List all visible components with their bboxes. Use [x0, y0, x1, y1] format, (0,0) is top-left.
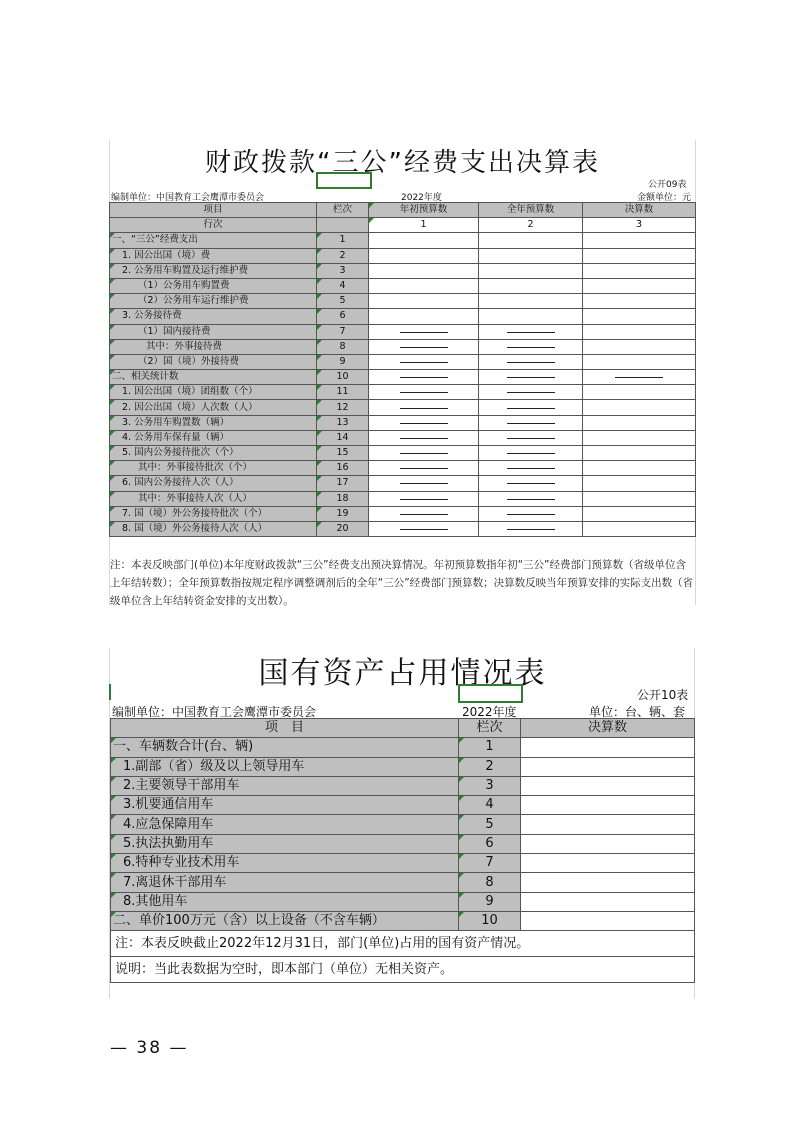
value-cell[interactable] — [583, 339, 696, 354]
table-row — [111, 834, 695, 853]
row-col-num: 7 — [459, 854, 521, 873]
not-applicable-cell[interactable] — [369, 461, 479, 476]
table-row — [111, 815, 695, 834]
not-applicable-cell[interactable] — [479, 461, 583, 476]
row-col-num: 5 — [459, 815, 521, 834]
value-cell[interactable] — [583, 506, 696, 521]
table1-title: 财政拨款“三公”经费支出决算表 — [205, 148, 600, 178]
row-col-num: 19 — [317, 506, 369, 521]
not-applicable-cell[interactable] — [369, 354, 479, 369]
col-num-1: 1 — [369, 218, 479, 233]
row-label: 1.副部（省）级及以上领导用车 — [111, 757, 459, 776]
table2-amount-unit: 单位：台、辆、套 — [589, 705, 686, 719]
table-row — [110, 385, 696, 400]
value-cell[interactable] — [369, 309, 479, 324]
row-label: 一、“三公”经费支出 — [110, 233, 317, 248]
table-row — [110, 370, 696, 385]
row-label: 2.主要领导干部用车 — [111, 776, 459, 795]
table-row — [111, 892, 695, 911]
value-cell[interactable] — [583, 354, 696, 369]
cell-selection[interactable] — [316, 172, 372, 189]
value-cell[interactable] — [583, 263, 696, 278]
row-label: （1）国内接待费 — [110, 324, 317, 339]
table-row — [110, 476, 696, 491]
table1-rownum-row — [110, 218, 696, 233]
value-cell[interactable] — [479, 294, 583, 309]
value-cell[interactable] — [521, 757, 695, 776]
value-cell[interactable] — [583, 248, 696, 263]
not-applicable-cell[interactable] — [479, 476, 583, 491]
row-col-num: 14 — [317, 430, 369, 445]
not-applicable-cell[interactable] — [583, 370, 696, 385]
table-row — [110, 491, 696, 506]
value-cell[interactable] — [583, 400, 696, 415]
row-label: 二、相关统计数 — [110, 370, 317, 385]
row-col-num: 8 — [459, 873, 521, 892]
table-row — [111, 873, 695, 892]
value-cell[interactable] — [583, 446, 696, 461]
table1-amount-unit: 金额单位：元 — [637, 193, 692, 203]
table1-header-row — [110, 203, 696, 218]
row-col-num: 13 — [317, 415, 369, 430]
row-col-num: 6 — [317, 309, 369, 324]
header-initial-budget: 年初预算数 — [369, 203, 479, 218]
table2-header-row — [111, 719, 695, 738]
table2-explain-row — [111, 957, 695, 983]
not-applicable-cell[interactable] — [479, 430, 583, 445]
value-cell[interactable] — [369, 294, 479, 309]
value-cell[interactable] — [583, 476, 696, 491]
not-applicable-cell[interactable] — [369, 400, 479, 415]
row-col-num: 4 — [459, 796, 521, 815]
not-applicable-cell[interactable] — [369, 385, 479, 400]
not-applicable-cell[interactable] — [369, 370, 479, 385]
value-cell[interactable] — [521, 911, 695, 930]
not-applicable-cell[interactable] — [369, 521, 479, 536]
row-label: 5.执法执勤用车 — [111, 834, 459, 853]
value-cell[interactable] — [583, 294, 696, 309]
value-cell[interactable] — [583, 491, 696, 506]
value-cell[interactable] — [583, 233, 696, 248]
table-row — [110, 506, 696, 521]
table2-title: 国有资产占用情况表 — [258, 656, 547, 691]
row-col-num: 3 — [317, 263, 369, 278]
row-col-num: 12 — [317, 400, 369, 415]
page-number: — 38 — — [110, 1038, 189, 1058]
row-label: 二、单价100万元（含）以上设备（不含车辆） — [111, 911, 459, 930]
value-cell[interactable] — [583, 461, 696, 476]
value-cell[interactable] — [521, 834, 695, 853]
value-cell[interactable] — [521, 892, 695, 911]
row-col-num: 4 — [317, 278, 369, 293]
value-cell[interactable] — [369, 233, 479, 248]
value-cell[interactable] — [479, 248, 583, 263]
table-row — [110, 400, 696, 415]
row-col-num: 10 — [459, 911, 521, 930]
row-label: 4.应急保障用车 — [111, 815, 459, 834]
row-label: 7.离退休干部用车 — [111, 873, 459, 892]
table-row — [111, 796, 695, 815]
row-label: （1）公务用车购置费 — [110, 278, 317, 293]
value-cell[interactable] — [521, 854, 695, 873]
value-cell[interactable] — [521, 776, 695, 795]
table-row — [111, 738, 695, 757]
table-row — [110, 430, 696, 445]
not-applicable-cell[interactable] — [369, 415, 479, 430]
not-applicable-cell[interactable] — [479, 385, 583, 400]
table-row — [110, 294, 696, 309]
table-row — [110, 324, 696, 339]
not-applicable-cell[interactable] — [479, 400, 583, 415]
table2-explanation: 说明：当此表数据为空时，即本部门（单位）无相关资产。 — [111, 957, 695, 983]
table-row — [110, 278, 696, 293]
row-label: （2）国（境）外接待费 — [110, 354, 317, 369]
row-col-num: 18 — [317, 491, 369, 506]
value-cell[interactable] — [583, 324, 696, 339]
header-item: 项 目 — [111, 719, 459, 738]
row-col-num: 3 — [459, 776, 521, 795]
row-label: 6. 国内公务接待人次（人） — [110, 476, 317, 491]
row-label: 1. 因公出国（境）团组数（个） — [110, 385, 317, 400]
header-final-accounts: 决算数 — [583, 203, 696, 218]
not-applicable-cell[interactable] — [479, 521, 583, 536]
table-row — [111, 776, 695, 795]
table-row — [110, 339, 696, 354]
row-col-num: 8 — [317, 339, 369, 354]
row-label: 2. 因公出国（境）人次数（人） — [110, 400, 317, 415]
table-row — [110, 415, 696, 430]
table1-year: 2022年度 — [401, 193, 442, 203]
table-row — [110, 233, 696, 248]
row-col-num: 11 — [317, 385, 369, 400]
row-label: 8. 国（境）外公务接待人次（人） — [110, 521, 317, 536]
not-applicable-cell[interactable] — [479, 506, 583, 521]
table1-note: 注：本表反映部门(单位)本年度财政拨款“三公”经费支出预决算情况。年初预算数指年初“三公”经费部门预算数（省级单位含上年结转数）；全年预算数指按规定程序调整调剂后的全年“三公”经费部门预算数；决算数反映当年预算安排的实际支出数（省级单位含上年结转资金安排的支出数）。 — [110, 559, 694, 607]
value-cell[interactable] — [521, 738, 695, 757]
value-cell[interactable] — [479, 278, 583, 293]
table-row — [110, 248, 696, 263]
header-col-num: 栏次 — [459, 719, 521, 738]
row-col-num: 16 — [317, 461, 369, 476]
col-num-2: 2 — [479, 218, 583, 233]
not-applicable-cell[interactable] — [479, 339, 583, 354]
row-col-num: 6 — [459, 834, 521, 853]
table-row — [110, 461, 696, 476]
row-label: 3.机要通信用车 — [111, 796, 459, 815]
row-col-num: 9 — [317, 354, 369, 369]
table1-code: 公开09表 — [648, 180, 687, 190]
table-row — [111, 757, 695, 776]
row-label: 1. 因公出国（境）费 — [110, 248, 317, 263]
value-cell[interactable] — [583, 521, 696, 536]
row-label: 其中：外事接待人次（人） — [110, 491, 317, 506]
row-label: 3. 公务用车购置数（辆） — [110, 415, 317, 430]
not-applicable-cell[interactable] — [479, 491, 583, 506]
row-col-num: 7 — [317, 324, 369, 339]
value-cell[interactable] — [583, 430, 696, 445]
row-col-num: 1 — [317, 233, 369, 248]
row-label: 7. 国（境）外公务接待批次（个） — [110, 506, 317, 521]
not-applicable-cell[interactable] — [369, 324, 479, 339]
row-label: 8.其他用车 — [111, 892, 459, 911]
not-applicable-cell[interactable] — [479, 415, 583, 430]
value-cell[interactable] — [369, 248, 479, 263]
sangong-expense-table — [109, 202, 696, 537]
value-cell[interactable] — [521, 796, 695, 815]
table2-code: 公开10表 — [637, 688, 689, 702]
row-label: 5. 国内公务接待批次（个） — [110, 446, 317, 461]
table2-note: 注：本表反映截止2022年12月31日，部门(单位)占用的国有资产情况。 — [111, 931, 695, 957]
row-col-num: 5 — [317, 294, 369, 309]
row-col-num: 17 — [317, 476, 369, 491]
row-label: 6.特种专业技术用车 — [111, 854, 459, 873]
value-cell[interactable] — [479, 309, 583, 324]
table2-year: 2022年度 — [462, 705, 517, 719]
row-col-num: 1 — [459, 738, 521, 757]
not-applicable-cell[interactable] — [369, 476, 479, 491]
table-row — [110, 354, 696, 369]
row-label: 其中：外事接待费 — [110, 339, 317, 354]
not-applicable-cell[interactable] — [479, 446, 583, 461]
table1-unit-label: 编制单位：中国教育工会鹰潭市委员会 — [111, 193, 265, 203]
row-label: （2）公务用车运行维护费 — [110, 294, 317, 309]
value-cell[interactable] — [369, 278, 479, 293]
table-row — [110, 446, 696, 461]
not-applicable-cell[interactable] — [369, 430, 479, 445]
row-col-num: 10 — [317, 370, 369, 385]
value-cell[interactable] — [583, 309, 696, 324]
header-full-year-budget: 全年预算数 — [479, 203, 583, 218]
table-row — [110, 263, 696, 278]
not-applicable-cell[interactable] — [369, 339, 479, 354]
table2-note-row — [111, 931, 695, 957]
value-cell[interactable] — [479, 263, 583, 278]
value-cell[interactable] — [583, 278, 696, 293]
row-col-num: 20 — [317, 521, 369, 536]
value-cell[interactable] — [369, 263, 479, 278]
row-col-num: 2 — [317, 248, 369, 263]
row-label: 其中：外事接待批次（个） — [110, 461, 317, 476]
row-col-num: 15 — [317, 446, 369, 461]
header-final-accounts: 决算数 — [521, 719, 695, 738]
table-row — [111, 854, 695, 873]
header-col-num: 栏次 — [317, 203, 369, 218]
row-label: 3. 公务接待费 — [110, 309, 317, 324]
row-label: 2. 公务用车购置及运行维护费 — [110, 263, 317, 278]
not-applicable-cell[interactable] — [479, 354, 583, 369]
not-applicable-cell[interactable] — [369, 491, 479, 506]
cell-selection[interactable] — [458, 684, 523, 703]
not-applicable-cell[interactable] — [369, 506, 479, 521]
table-row — [111, 911, 695, 930]
row-col-num: 9 — [459, 892, 521, 911]
row-col-num: 2 — [459, 757, 521, 776]
not-applicable-cell[interactable] — [479, 324, 583, 339]
value-cell[interactable] — [479, 233, 583, 248]
value-cell[interactable] — [521, 815, 695, 834]
row-label: 一、车辆数合计(台、辆) — [111, 738, 459, 757]
not-applicable-cell[interactable] — [479, 370, 583, 385]
table-row — [110, 309, 696, 324]
row-label: 行次 — [110, 218, 317, 233]
not-applicable-cell[interactable] — [369, 446, 479, 461]
table-row — [110, 521, 696, 536]
col-num-3: 3 — [583, 218, 696, 233]
blank-cell — [317, 218, 369, 233]
value-cell[interactable] — [583, 415, 696, 430]
table2-unit-label: 编制单位：中国教育工会鹰潭市委员会 — [112, 705, 317, 719]
header-item: 项目 — [110, 203, 317, 218]
value-cell[interactable] — [521, 873, 695, 892]
value-cell[interactable] — [583, 385, 696, 400]
state-assets-table — [110, 718, 695, 983]
row-label: 4. 公务用车保有量（辆） — [110, 430, 317, 445]
